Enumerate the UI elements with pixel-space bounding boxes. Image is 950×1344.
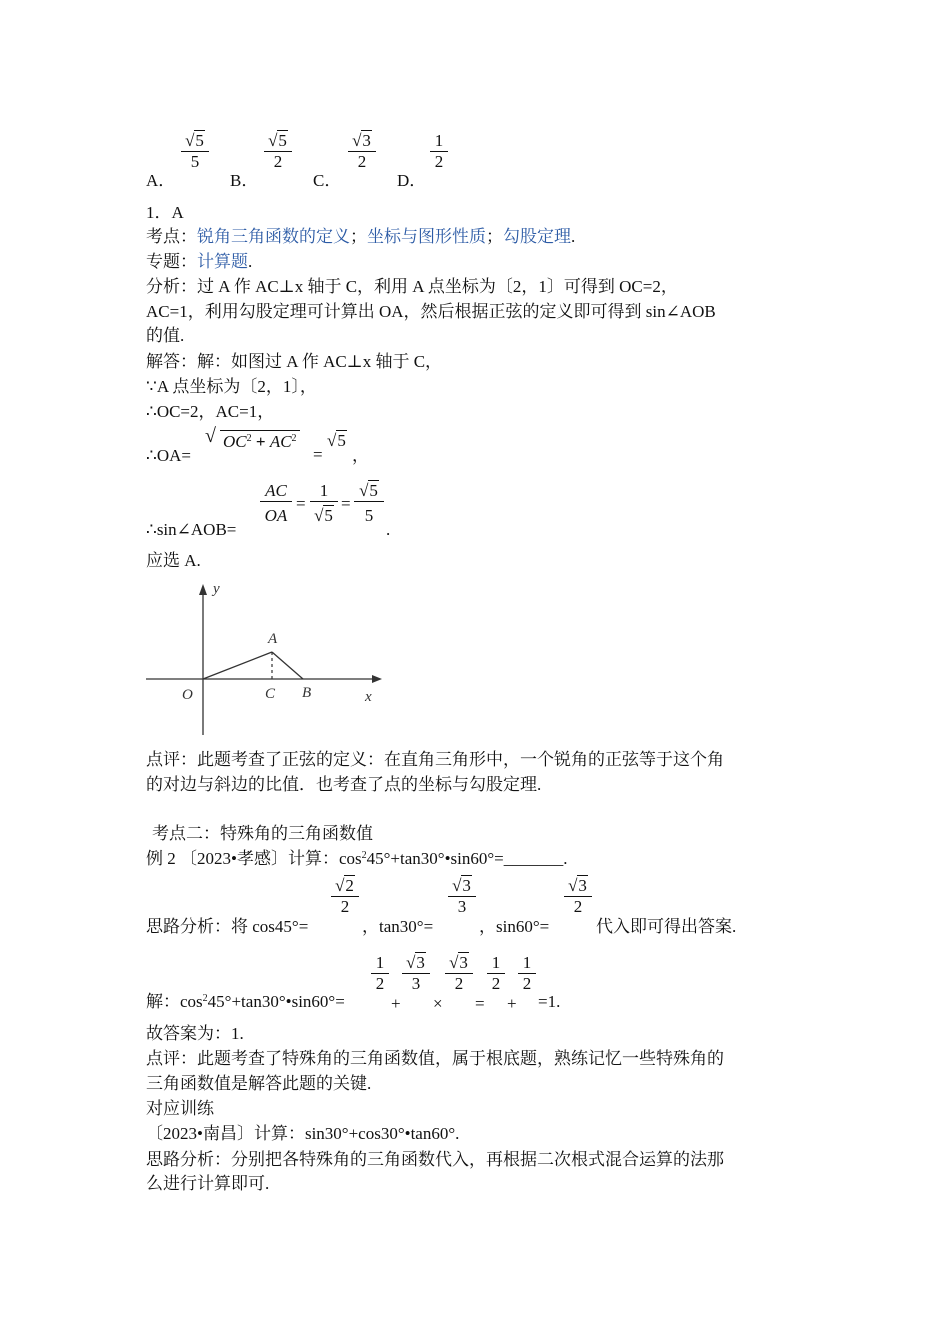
jie-f4-num: 1 <box>487 953 505 974</box>
label-y: y <box>213 581 220 597</box>
x-axis-arrow-icon <box>372 675 382 683</box>
example-2-rest: 45°+tan30°•sin60°=_______. <box>366 849 568 868</box>
training-question: 〔2023•南昌〕计算：sin30°+cos30°•tan60°. <box>146 1124 460 1143</box>
separator: ； <box>486 227 503 246</box>
option-c-numerator: 3 <box>362 131 371 150</box>
silu-fraction-sin60: $\frac{√3}{2}$ <box>564 876 592 917</box>
period: . <box>571 227 576 246</box>
option-b-label: B． <box>230 171 259 190</box>
option-b-numerator: 5 <box>278 131 287 150</box>
sin-f3-num: 5 <box>369 481 378 500</box>
jie-result: =1. <box>538 992 561 1011</box>
period: . <box>248 252 253 271</box>
comment-1-line-2: 的对边与斜边的比值．也考查了点的坐标与勾股定理. <box>146 775 542 794</box>
oa-exponent-2: 2 <box>291 433 297 444</box>
oa-value-radicand: 5 <box>337 431 346 450</box>
separator: ； <box>350 227 367 246</box>
zhuanti-label: 专题： <box>146 252 197 271</box>
silu-mid-1: ，tan30°= <box>362 917 434 936</box>
jie-f2-den: 3 <box>411 974 421 993</box>
kaodian-label: 考点： <box>146 227 197 246</box>
y-axis-arrow-icon <box>199 584 207 595</box>
segment-ab <box>272 652 303 679</box>
option-d-numerator: 1 <box>430 131 448 152</box>
section-2-heading: 考点二：特殊角的三角函数值 <box>152 824 373 843</box>
silu-mid-2: ，sin60°= <box>479 917 550 936</box>
comment-2-line-2: 三角函数值是解答此题的关键. <box>146 1074 372 1093</box>
option-c-label: C． <box>313 171 342 190</box>
option-d-label: D． <box>397 171 427 190</box>
jie-prefix-text: 解：cos <box>146 992 203 1011</box>
silu-f3-den: 2 <box>573 897 583 916</box>
oa-plus: + <box>251 432 270 451</box>
sqrt-sign: √ <box>205 425 216 447</box>
sin-f2-den: 5 <box>324 506 333 525</box>
coordinate-figure <box>140 575 385 740</box>
comment-2-line-1: 点评：此题考查了特殊角的三角函数值，属于根底题，熟练记忆一些特殊角的 <box>146 1049 724 1068</box>
jie-exponent: 2 <box>202 993 208 1004</box>
sin-end: . <box>386 520 391 539</box>
option-a-fraction: $\frac{√5}{5}$ <box>181 131 209 172</box>
sin-f1-num: AC <box>260 481 292 502</box>
training-heading: 对应训练 <box>146 1099 214 1118</box>
sin-fraction-root5-5: $\frac{√5}{5}$ <box>354 481 384 526</box>
sin-prefix: ∴sin∠AOB= <box>146 520 237 539</box>
sin-f2-num: 1 <box>310 481 338 502</box>
silu-f1-num: 2 <box>345 876 354 895</box>
oa-radicand-oc: OC <box>223 432 247 451</box>
label-o: O <box>182 687 193 703</box>
sin-equals-2: = <box>341 494 351 513</box>
option-a-numerator: 5 <box>195 131 204 150</box>
option-c-fraction: $\frac{√3}{2}$ <box>348 131 376 172</box>
jie-f2-num: 3 <box>416 953 425 972</box>
label-c: C <box>265 686 276 702</box>
oa-equals: = <box>313 445 323 464</box>
oa-radicand-ac: AC <box>269 432 292 451</box>
oa-value: √5 <box>327 431 346 450</box>
oa-exponent: 2 <box>246 433 252 444</box>
jie-rest: 45°+tan30°•sin60°= <box>207 992 345 1011</box>
jie-f3-num: 3 <box>459 953 468 972</box>
training-analysis-line-2: 么进行计算即可. <box>146 1174 270 1193</box>
jieda-line-3: ∴OC=2，AC=1， <box>146 402 275 421</box>
segment-oa <box>203 652 272 679</box>
option-a-denominator: 5 <box>190 152 200 171</box>
jie-fraction-5 <box>518 953 536 994</box>
jie-fraction-4 <box>487 953 505 994</box>
jie-times: × <box>433 994 443 1013</box>
zhuanti-line <box>146 251 252 273</box>
jie-fraction-2: $\frac{√3}{3}$ <box>402 953 430 994</box>
silu-f2-den: 3 <box>457 897 467 916</box>
oa-radicand <box>220 430 300 453</box>
jie-equals: = <box>475 994 485 1013</box>
sin-equals-1: = <box>296 494 306 513</box>
jie-prefix <box>146 991 345 1013</box>
option-d-denominator: 2 <box>434 152 444 171</box>
option-b-denominator: 2 <box>273 152 283 171</box>
kaodian-link-pythagoras[interactable]: 勾股定理 <box>503 227 571 246</box>
answer-2: 故答案为：1. <box>146 1024 244 1043</box>
jie-plus-2: + <box>507 994 517 1013</box>
label-x: x <box>365 689 372 705</box>
silu-f2-num: 3 <box>462 876 471 895</box>
example-2 <box>146 848 568 870</box>
jie-f1-den: 2 <box>375 974 385 993</box>
option-c-denominator: 2 <box>357 152 367 171</box>
silu-f3-num: 3 <box>578 876 587 895</box>
jie-f4-den: 2 <box>491 974 501 993</box>
kaodian-link-trig-definition[interactable]: 锐角三角函数的定义 <box>197 227 350 246</box>
option-b-fraction: $\frac{√5}{2}$ <box>264 131 292 172</box>
select-answer: 应选 A. <box>146 551 201 570</box>
answer-line: 1．A <box>146 203 184 222</box>
comment-1-line-1: 点评：此题考查了正弦的定义：在直角三角形中，一个锐角的正弦等于这个角 <box>146 750 724 769</box>
option-d-fraction <box>430 131 448 172</box>
kaodian-link-coordinates[interactable]: 坐标与图形性质 <box>367 227 486 246</box>
example-2-prefix: 例 2 〔2023•孝感〕计算：cos <box>146 849 362 868</box>
jie-fraction-1 <box>371 953 389 994</box>
example-2-exponent: 2 <box>361 850 367 861</box>
silu-f1-den: 2 <box>340 897 350 916</box>
fenxi-line-3: 的值. <box>146 326 185 345</box>
fenxi-line-1: 分析：过 A 作 AC⊥x 轴于 C，利用 A 点坐标为〔2，1〕可得到 OC=2， <box>146 277 678 296</box>
sin-fraction-one-root5: $\frac{1}{√5}$ <box>310 481 338 526</box>
jie-f3-den: 2 <box>454 974 464 993</box>
sin-f1-den: OA <box>264 506 288 525</box>
sin-f3-den: 5 <box>364 506 374 525</box>
silu-suffix: 代入即可得出答案. <box>596 917 737 936</box>
option-a-label: A． <box>146 171 176 190</box>
sin-fraction-ac-oa <box>260 481 292 526</box>
training-analysis-line-1: 思路分析：分别把各特殊角的三角函数代入，再根据二次根式混合运算的法那 <box>146 1150 724 1169</box>
jie-plus-1: + <box>391 994 401 1013</box>
silu-prefix: 思路分析：将 cos45°= <box>146 917 309 936</box>
silu-fraction-tan30: $\frac{√3}{3}$ <box>448 876 476 917</box>
label-a: A <box>268 631 278 647</box>
zhuanti-link-calculation[interactable]: 计算题 <box>197 252 248 271</box>
jie-f1-num: 1 <box>371 953 389 974</box>
label-b: B <box>302 685 312 701</box>
jie-f5-den: 2 <box>522 974 532 993</box>
fenxi-line-2: AC=1，利用勾股定理可计算出 OA，然后根据正弦的定义即可得到 sin∠AOB <box>146 302 716 321</box>
jieda-line-1: 解答：解：如图过 A 作 AC⊥x 轴于 C， <box>146 352 443 371</box>
oa-prefix: ∴OA= <box>146 446 191 465</box>
silu-fraction-cos45: $\frac{√2}{2}$ <box>331 876 359 917</box>
oa-end: ， <box>352 446 369 465</box>
jie-fraction-3: $\frac{√3}{2}$ <box>445 953 473 994</box>
jie-f5-num: 1 <box>518 953 536 974</box>
jieda-line-2: ∵A 点坐标为〔2，1〕， <box>146 377 317 396</box>
kaodian-line <box>146 226 575 248</box>
